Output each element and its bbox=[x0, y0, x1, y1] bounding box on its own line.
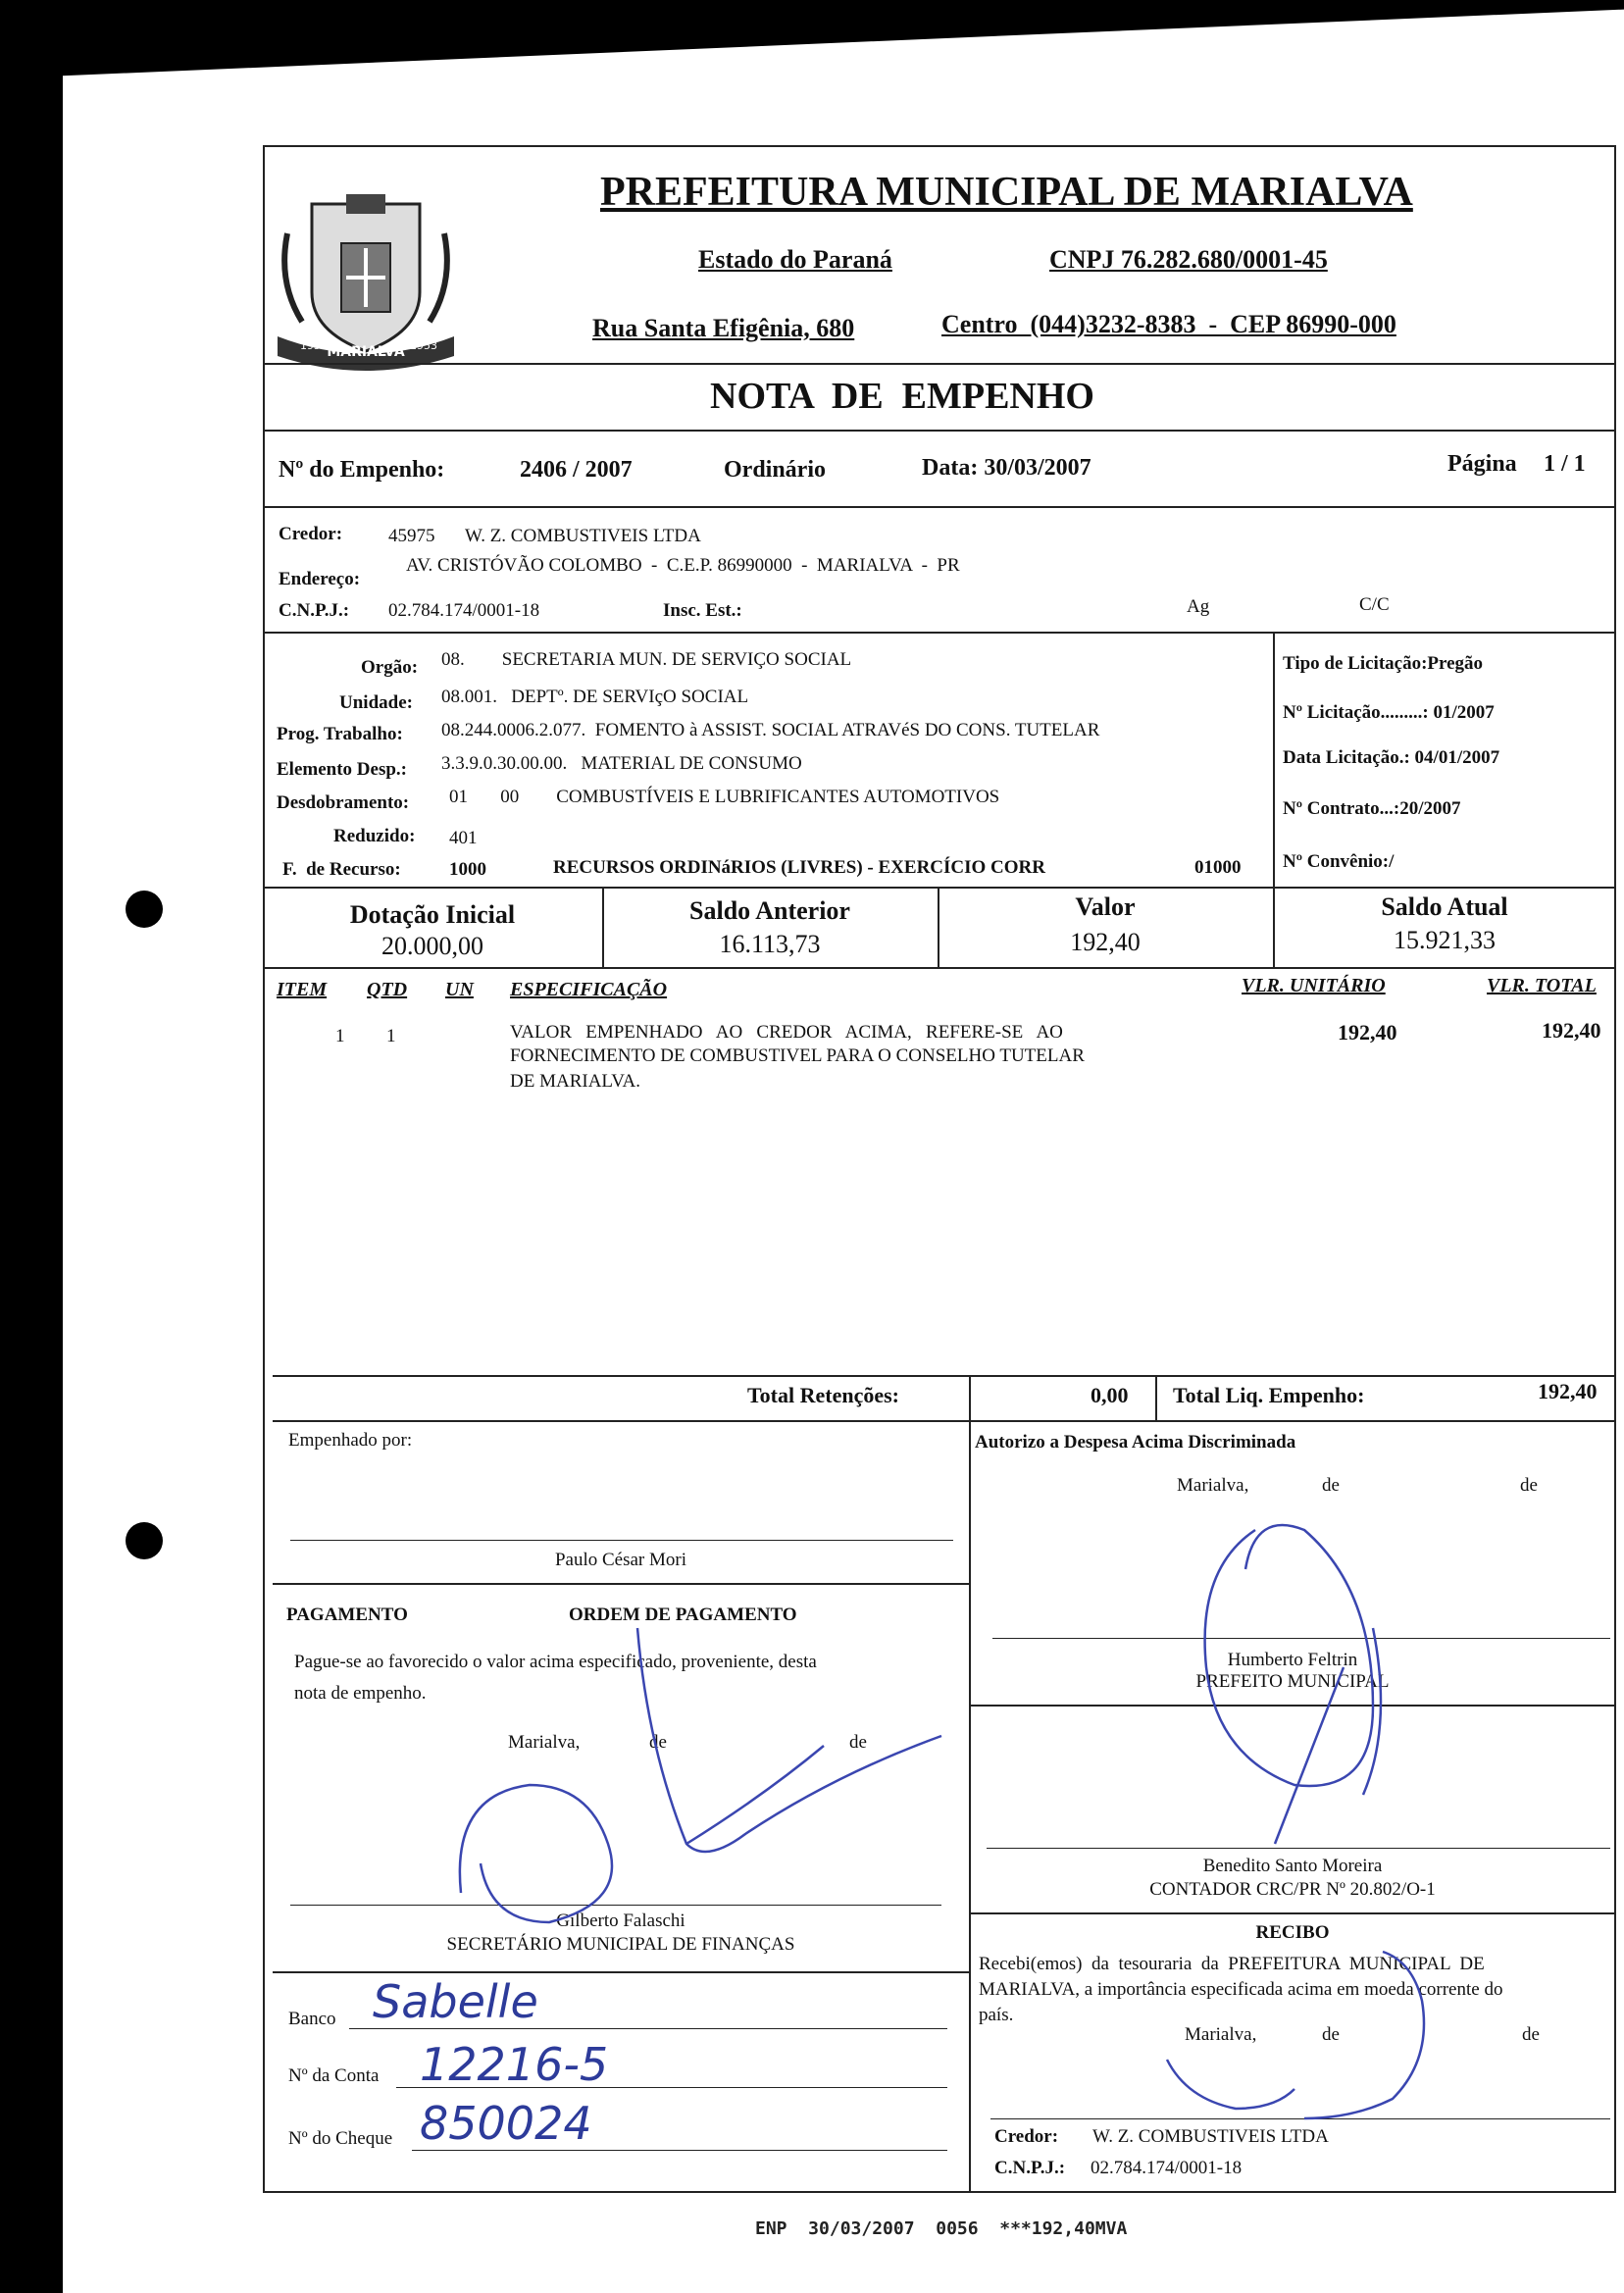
page-number: 1 / 1 bbox=[1544, 451, 1586, 477]
dotacao-label: Dotação Inicial bbox=[349, 900, 516, 929]
state-label: Estado do Paraná bbox=[698, 245, 892, 274]
divider bbox=[263, 967, 1616, 969]
dotacao-value: 20.000,00 bbox=[381, 932, 483, 960]
signature-line bbox=[290, 1540, 953, 1541]
divider bbox=[969, 1420, 971, 2193]
pagamento-label: PAGAMENTO bbox=[286, 1605, 408, 1625]
cheque-label: Nº do Cheque bbox=[288, 2128, 393, 2149]
credor-code: 45975 bbox=[388, 526, 435, 546]
divider bbox=[273, 1420, 1616, 1422]
divider bbox=[263, 632, 1616, 634]
item-total-value: 192,40 bbox=[1542, 1018, 1601, 1043]
banco-handwritten: Sabelle bbox=[373, 1975, 538, 2028]
credor-cnpj: 02.784.174/0001-18 bbox=[388, 600, 540, 621]
conta-label: Nº da Conta bbox=[288, 2065, 380, 2086]
pagamento-de-2: de bbox=[849, 1732, 867, 1753]
credor-label: Credor: bbox=[279, 524, 343, 544]
elemento-value: 3.3.9.0.30.00.00. MATERIAL DE CONSUMO bbox=[441, 753, 802, 774]
col-header-especificacao: ESPECIFICAÇÃO bbox=[510, 979, 668, 1000]
recibo-de-1: de bbox=[1322, 2024, 1340, 2045]
item-unit-value: 192,40 bbox=[1338, 1020, 1397, 1045]
divider bbox=[969, 1912, 1616, 1914]
cnpj-label: C.N.P.J.: bbox=[279, 600, 350, 621]
recibo-city: Marialva, bbox=[1185, 2024, 1257, 2045]
divider bbox=[263, 506, 1616, 508]
numero-licitacao: Nº Licitação.........: 01/2007 bbox=[1283, 702, 1495, 723]
reduzido-label: Reduzido: bbox=[333, 826, 416, 846]
signature-line bbox=[987, 1848, 1610, 1849]
divider bbox=[1273, 632, 1275, 887]
svg-text:1953: 1953 bbox=[410, 339, 437, 352]
recibo-credor-label: Credor: bbox=[994, 2126, 1059, 2147]
banco-label: Banco bbox=[288, 2009, 336, 2029]
recibo-line-2: MARIALVA, a importância especificada acima em moeda corrente do bbox=[979, 1979, 1503, 2000]
numero-convenio: Nº Convênio:/ bbox=[1283, 851, 1395, 872]
prefeitura-title: PREFEITURA MUNICIPAL DE MARIALVA bbox=[600, 170, 1413, 215]
divider bbox=[263, 887, 1616, 889]
divider bbox=[273, 1375, 1616, 1377]
tipo-licitacao: Tipo de Licitação:Pregão bbox=[1283, 653, 1484, 674]
address-street: Rua Santa Efigênia, 680 bbox=[592, 314, 855, 342]
scan-edge-top bbox=[0, 0, 1624, 78]
empenho-date: Data: 30/03/2007 bbox=[922, 455, 1091, 481]
empenhado-por-name: Paulo César Mori bbox=[554, 1550, 687, 1570]
prog-trabalho-label: Prog. Trabalho: bbox=[277, 724, 403, 744]
cheque-line bbox=[412, 2150, 947, 2151]
recibo-cnpj-value: 02.784.174/0001-18 bbox=[1091, 2158, 1243, 2178]
valor-label: Valor bbox=[1075, 892, 1136, 921]
recurso-code: 1000 bbox=[449, 859, 486, 880]
banco-line bbox=[349, 2028, 947, 2029]
signature-line bbox=[290, 1905, 941, 1906]
endereco-value: AV. CRISTÓVÃO COLOMBO - C.E.P. 86990000 - MARIALVA - PR bbox=[406, 555, 960, 576]
pagamento-city: Marialva, bbox=[508, 1732, 581, 1753]
empenho-number-label: Nº do Empenho: bbox=[279, 457, 445, 483]
svg-text:1951: 1951 bbox=[300, 339, 328, 352]
col-header-qtd: QTD bbox=[367, 979, 408, 1000]
empenho-type: Ordinário bbox=[724, 457, 827, 483]
autorizo-de-2: de bbox=[1520, 1475, 1538, 1496]
total-liq-label: Total Liq. Empenho: bbox=[1173, 1383, 1365, 1407]
financas-name: Gilberto Falaschi bbox=[556, 1911, 685, 1931]
desdobramento-value: 01 00 COMBUSTÍVEIS E LUBRIFICANTES AUTOMOTIVOS bbox=[449, 787, 1000, 807]
item-spec-line-3: DE MARIALVA. bbox=[510, 1071, 641, 1092]
recurso-label: F. de Recurso: bbox=[282, 859, 401, 880]
municipal-crest bbox=[273, 175, 459, 371]
divider bbox=[273, 1971, 969, 1973]
signature-line bbox=[990, 2118, 1610, 2119]
prefeito-name: Humberto Feltrin bbox=[1227, 1650, 1358, 1670]
financas-role: SECRETÁRIO MUNICIPAL DE FINANÇAS bbox=[446, 1934, 795, 1955]
svg-text:MARIALVA: MARIALVA bbox=[327, 344, 405, 360]
divider bbox=[263, 363, 1616, 365]
col-header-un: UN bbox=[445, 979, 474, 1000]
valor-value: 192,40 bbox=[1070, 928, 1141, 956]
col-header-vlr-unitario: VLR. UNITÁRIO bbox=[1242, 975, 1386, 996]
total-retencoes-value: 0,00 bbox=[1091, 1383, 1129, 1407]
divider bbox=[1155, 1375, 1157, 1420]
endereco-label: Endereço: bbox=[279, 569, 361, 589]
cheque-handwritten: 850024 bbox=[420, 2097, 592, 2150]
prefeito-role: PREFEITO MUNICIPAL bbox=[1195, 1671, 1390, 1692]
pagamento-de-1: de bbox=[649, 1732, 667, 1753]
total-retencoes-label: Total Retenções: bbox=[747, 1383, 899, 1407]
insc-est-label: Insc. Est.: bbox=[663, 600, 742, 621]
ordem-pagamento-label: ORDEM DE PAGAMENTO bbox=[569, 1605, 797, 1625]
divider bbox=[263, 430, 1616, 432]
page-label: Página bbox=[1447, 451, 1517, 477]
scan-edge-left bbox=[0, 0, 63, 2293]
divider bbox=[273, 1583, 969, 1585]
orgao-label: Orgão: bbox=[361, 657, 419, 678]
recurso-description: RECURSOS ORDINáRIOS (LIVRES) - EXERCÍCIO CORR bbox=[553, 857, 1045, 878]
recibo-credor-value: W. Z. COMBUSTIVEIS LTDA bbox=[1092, 2126, 1329, 2147]
item-number: 1 bbox=[335, 1026, 345, 1046]
agency-label: Ag bbox=[1187, 596, 1210, 617]
punch-hole-bottom bbox=[126, 1522, 163, 1559]
recibo-cnpj-label: C.N.P.J.: bbox=[994, 2158, 1066, 2178]
divider bbox=[969, 1375, 971, 1420]
document-title: NOTA DE EMPENHO bbox=[710, 376, 1094, 417]
bank-stamp: ENP 30/03/2007 0056 ***192,40MVA bbox=[755, 2218, 1128, 2239]
autorizo-de-1: de bbox=[1322, 1475, 1340, 1496]
recibo-de-2: de bbox=[1522, 2024, 1540, 2045]
saldo-anterior-label: Saldo Anterior bbox=[689, 896, 850, 925]
total-liq-value: 192,40 bbox=[1538, 1379, 1598, 1403]
item-qtd: 1 bbox=[386, 1026, 396, 1046]
desdobramento-label: Desdobramento: bbox=[277, 792, 410, 813]
pague-se-line-1: Pague-se ao favorecido o valor acima especificado, proveniente, desta bbox=[294, 1652, 817, 1672]
numero-contrato: Nº Contrato...:20/2007 bbox=[1283, 798, 1461, 819]
pague-se-line-2: nota de empenho. bbox=[294, 1683, 427, 1704]
empenho-number: 2406 / 2007 bbox=[520, 457, 633, 483]
recibo-line-3: país. bbox=[979, 2005, 1014, 2025]
saldo-atual-label: Saldo Atual bbox=[1381, 892, 1508, 921]
col-header-vlr-total: VLR. TOTAL bbox=[1487, 975, 1597, 996]
autorizo-city: Marialva, bbox=[1177, 1475, 1249, 1496]
unidade-label: Unidade: bbox=[339, 692, 413, 713]
saldo-atual-value: 15.921,33 bbox=[1394, 926, 1496, 954]
saldo-anterior-value: 16.113,73 bbox=[719, 930, 821, 958]
recurso-code-2: 01000 bbox=[1194, 857, 1242, 878]
signature-line bbox=[992, 1638, 1610, 1639]
address-contact: Centro (044)3232-8383 - CEP 86990-000 bbox=[941, 310, 1396, 338]
recibo-line-1: Recebi(emos) da tesouraria da PREFEITURA MUNICIPAL DE bbox=[979, 1954, 1485, 1974]
elemento-label: Elemento Desp.: bbox=[277, 759, 407, 780]
orgao-value: 08. SECRETARIA MUN. DE SERVIÇO SOCIAL bbox=[441, 649, 852, 670]
item-spec-line-2: FORNECIMENTO DE COMBUSTIVEL PARA O CONSELHO TUTELAR bbox=[510, 1045, 1085, 1066]
data-licitacao: Data Licitação.: 04/01/2007 bbox=[1283, 747, 1500, 768]
item-spec-line-1: VALOR EMPENHADO AO CREDOR ACIMA, REFERE-SE AO bbox=[510, 1022, 1063, 1043]
credor-name: W. Z. COMBUSTIVEIS LTDA bbox=[465, 526, 701, 546]
punch-hole-top bbox=[126, 891, 163, 928]
conta-handwritten: 12216-5 bbox=[420, 2038, 609, 2091]
contador-role: CONTADOR CRC/PR Nº 20.802/O-1 bbox=[1149, 1879, 1436, 1900]
cnpj-prefeitura: CNPJ 76.282.680/0001-45 bbox=[1049, 245, 1328, 274]
autorizo-label: Autorizo a Despesa Acima Discriminada bbox=[975, 1432, 1296, 1452]
col-header-item: ITEM bbox=[277, 979, 328, 1000]
contador-name: Benedito Santo Moreira bbox=[1202, 1856, 1383, 1876]
prog-trabalho-value: 08.244.0006.2.077. FOMENTO à ASSIST. SOCIAL ATRAVéS DO CONS. TUTELAR bbox=[441, 720, 1100, 740]
account-label: C/C bbox=[1359, 594, 1390, 615]
reduzido-value: 401 bbox=[449, 828, 478, 848]
divider bbox=[969, 1705, 1616, 1707]
unidade-value: 08.001. DEPTº. DE SERVIçO SOCIAL bbox=[441, 687, 749, 707]
recibo-title: RECIBO bbox=[1255, 1922, 1330, 1943]
empenhado-por-label: Empenhado por: bbox=[288, 1430, 413, 1451]
